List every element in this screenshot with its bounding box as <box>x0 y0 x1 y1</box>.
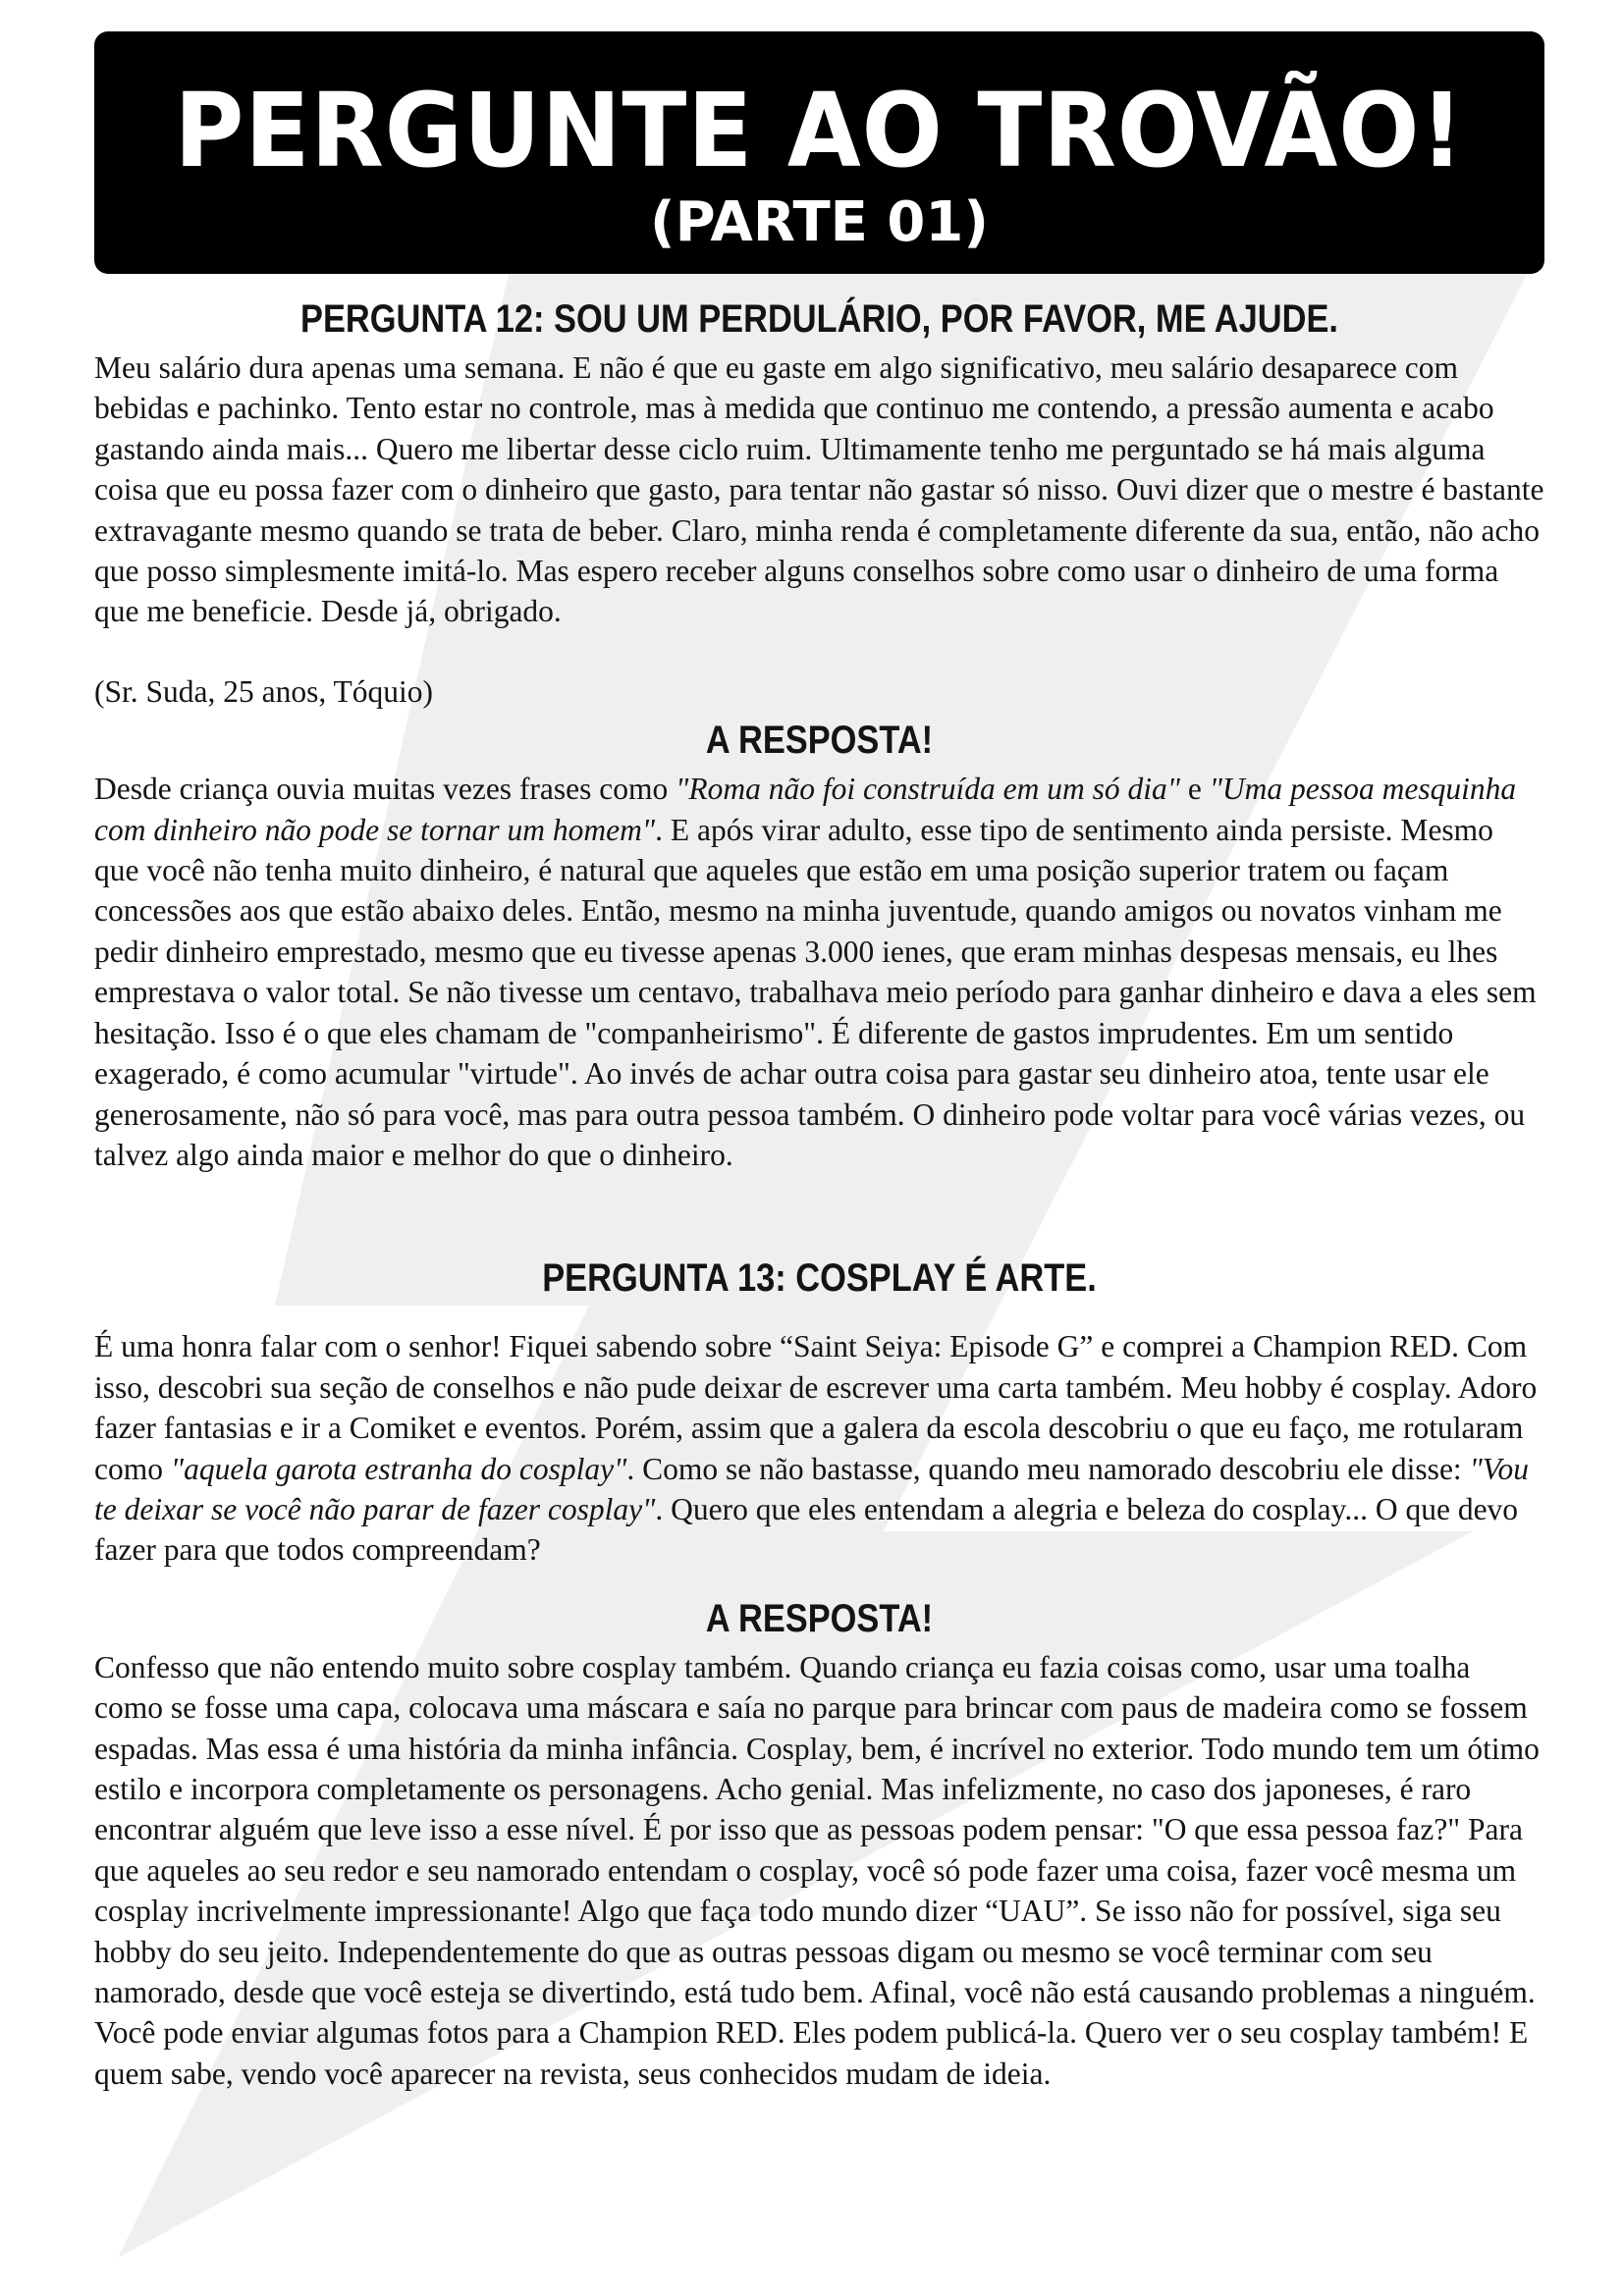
title-banner <box>94 31 1544 274</box>
question-13-quote-1: "aquela garota estranha do cosplay" <box>170 1451 627 1486</box>
answer-13-text: Confesso que não entendo muito sobre cosplay também. Quando criança eu fazia coisas como, usar uma toalha como se fosse uma capa, colocava uma máscara e saía no parque para brincar com paus de madeira como se fossem espadas. Mas essa é uma história da minha infância. Cosplay, bem, é incrível no exterior. Todo mundo tem um ótimo estilo e incorpora completamente os personagens. Acho genial. Mas infelizmente, no caso dos japoneses, é raro encontrar alguém que leve isso a esse nível. É por isso que as pessoas podem pensar: "O que essa pessoa faz?" Para que aqueles ao seu redor e seu namorado entendam o cosplay, você só pode fazer uma coisa, fazer você mesma um cosplay incrivelmente impressionante! Algo que faça todo mundo dizer “UAU”. Se isso não for possível, siga seu hobby do seu jeito. Independentemente do que as outras pessoas digam ou mesmo se você terminar com seu namorado, desde que você esteja se divertindo, está tudo bem. Afinal, você não está causando problemas a ninguém. Você pode enviar algumas fotos para a Champion RED. Eles podem publicá-la. Quero ver o seu cosplay também! E quem sabe, vendo você aparecer na revista, seus conhecidos mudam de ideia. <box>94 1649 1540 2091</box>
question-13-quote-2: "Vou te deixar se você não parar de fazer cosplay" <box>94 1451 1530 1526</box>
page-subtitle: (PARTE 01) <box>650 190 989 254</box>
article-body <box>94 294 1544 2094</box>
answer-12-heading: A RESPOSTA! <box>705 719 934 763</box>
question-12-heading: PERGUNTA 12: SOU UM PERDULÁRIO, POR FAVOR, ME AJUDE. <box>300 297 1338 341</box>
answer-13-heading: A RESPOSTA! <box>705 1596 934 1640</box>
answer-12-quote-2: "Uma pessoa mesquinha com dinheiro não pode se tornar um homem" <box>94 772 1517 847</box>
question-13-heading: PERGUNTA 13: COSPLAY É ARTE. <box>542 1256 1097 1301</box>
question-12-text: Meu salário dura apenas uma semana. E não é que eu gaste em algo significativo, meu salário desaparece com bebidas e pachinko. Tento estar no controle, mas à medida que continuo me contendo, a pressão aumenta e acabo gastando ainda mais... Quero me libertar desse ciclo ruim. Ultimamente tenho me perguntado se há mais alguma coisa que eu possa fazer com o dinheiro que gasto, para tentar não gastar só nisso. Ouvi dizer que o mestre é bastante extravagante mesmo quando se trata de beber. Claro, minha renda é completamente diferente da sua, então, não acho que posso simplesmente imitá-lo. Mas espero receber alguns conselhos sobre como usar o dinheiro de uma forma que me beneficie. Desde já, obrigado. <box>94 350 1544 629</box>
answer-12-text: Desde criança ouvia muitas vezes frases como "Roma não foi construída em um só dia" e "Uma pessoa mesquinha com dinheiro não pode se tornar um homem". E após virar adulto, esse tipo de sentimento ainda persiste. Mesmo que você não tenha muito dinheiro, é natural que aqueles que estão em uma posição superior tratem ou façam concessões aos que estão abaixo deles. Então, mesmo na minha juventude, quando amigos ou novatos vinham me pedir dinheiro emprestado, mesmo que eu tivesse apenas 3.000 ienes, que eram minhas despesas mensais, eu lhes emprestava o valor total. Se não tivesse um centavo, trabalhava meio período para ganhar dinheiro e dava a eles sem hesitação. Isso é o que eles chamam de "companheirismo". É diferente de gastos imprudentes. Em um sentido exagerado, é como acumular "virtude". Ao invés de achar outra coisa para gastar seu dinheiro atoa, tente usar ele generosamente, não só para você, mas para outra pessoa também. O dinheiro pode voltar para você várias vezes, ou talvez algo ainda maior e melhor do que o dinheiro. <box>94 772 1537 1172</box>
question-13-text: É uma honra falar com o senhor! Fiquei sabendo sobre “Saint Seiya: Episode G” e comprei a Champion RED. Com isso, descobri sua seção de conselhos e não pude deixar de escrever uma carta também. Meu hobby é cosplay. Adoro fazer fantasias e ir a Comiket e eventos. Porém, assim que a galera da escola descobriu o que eu faço, me rotularam como "aquela garota estranha do cosplay". Como se não bastasse, quando meu namorado descobriu ele disse: "Vou te deixar se você não parar de fazer cosplay". Quero que eles entendam a alegria e beleza do cosplay... O que devo fazer para que todos compreendam? <box>94 1329 1538 1568</box>
answer-12-quote-1: "Roma não foi construída em um só dia" <box>676 772 1180 807</box>
question-12-signature: (Sr. Suda, 25 anos, Tóquio) <box>94 673 434 709</box>
page-title: PERGUNTE AO TROVÃO! <box>174 71 1465 190</box>
